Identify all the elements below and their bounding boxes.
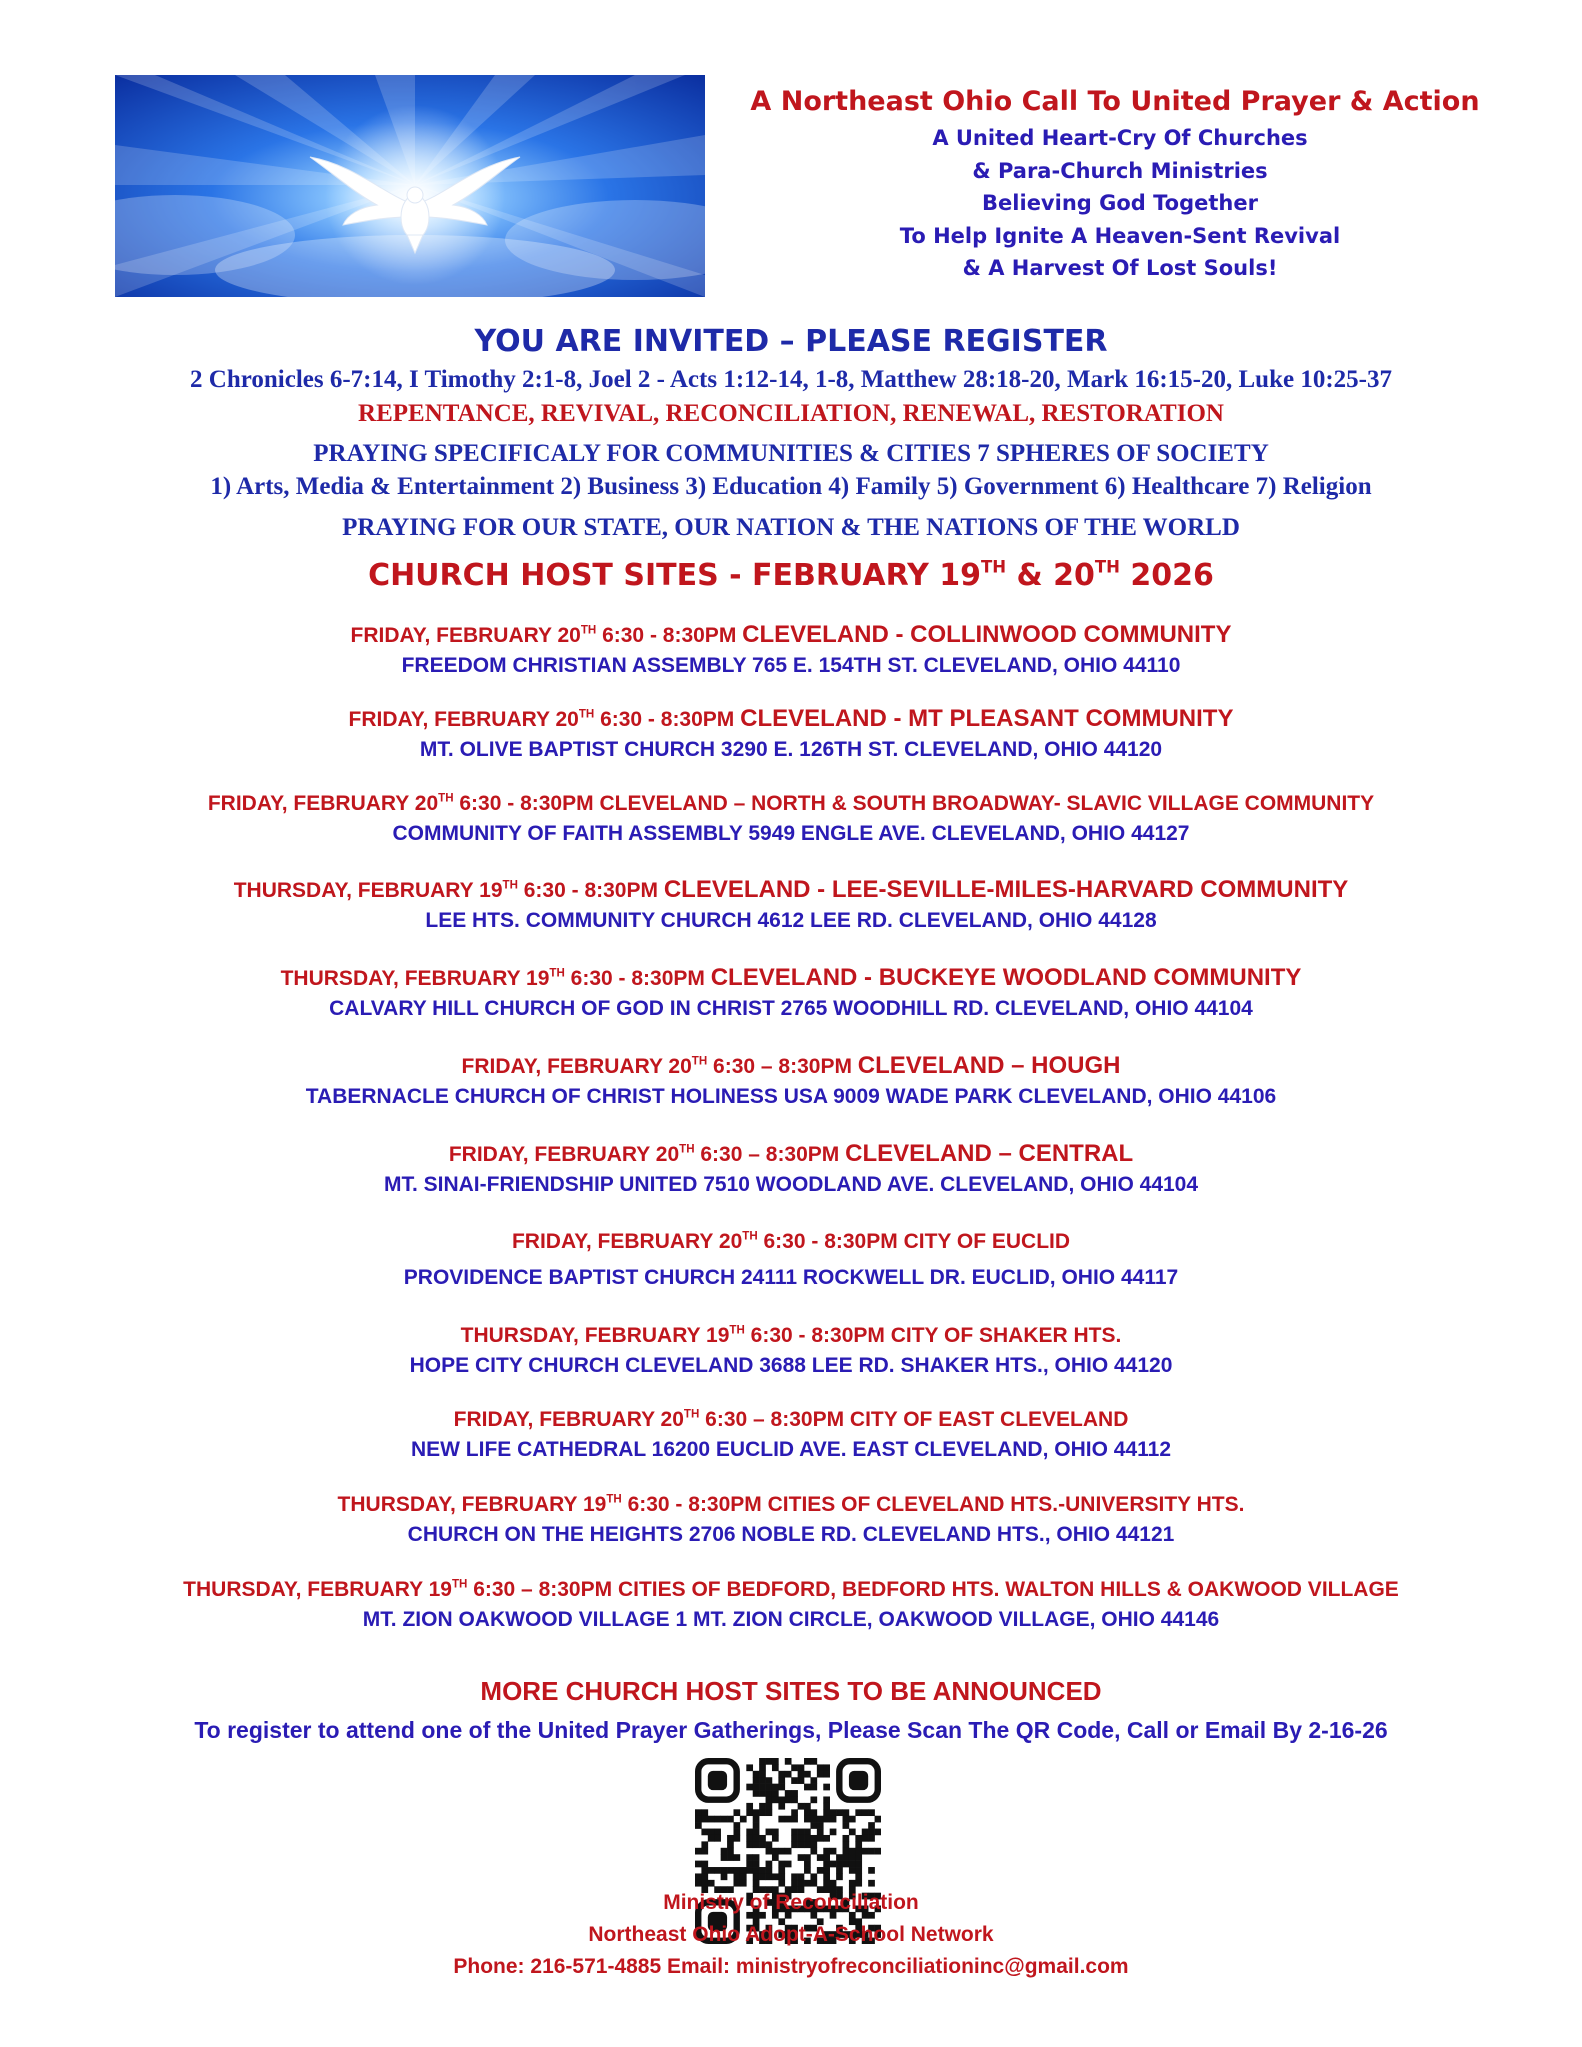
contact-info: Phone: 216-571-4885 Email: ministryofreconciliationinc@gmail.com xyxy=(453,1955,1129,1978)
host-heading-sup: TH xyxy=(981,557,1007,577)
site-day-sup: TH xyxy=(742,1230,758,1243)
site-address: CALVARY HILL CHURCH OF GOD IN CHRIST 2765 WOODHILL RD. CLEVELAND, OHIO 44104 xyxy=(329,997,1253,1020)
site-community: CLEVELAND - COLLINWOOD COMMUNITY xyxy=(742,621,1232,648)
host-heading-sup: TH xyxy=(1094,557,1120,577)
site-community: CLEVELAND - BUCKEYE WOODLAND COMMUNITY xyxy=(710,964,1302,991)
host-site xyxy=(0,875,1582,936)
host-site xyxy=(0,1404,1582,1465)
site-address: HOPE CITY CHURCH CLEVELAND 3688 LEE RD. SHAKER HTS., OHIO 44120 xyxy=(409,1354,1173,1377)
host-site xyxy=(0,1574,1582,1635)
site-day-sup: TH xyxy=(578,708,595,721)
site-day: THURSDAY, FEBRUARY 19 xyxy=(337,1493,607,1516)
host-site xyxy=(0,789,1582,849)
site-schedule xyxy=(0,875,1582,906)
host-site xyxy=(0,1320,1582,1381)
state-nation-line: PRAYING FOR OUR STATE, OUR NATION & THE NATIONS OF THE WORLD xyxy=(342,514,1240,541)
site-day-sup: TH xyxy=(729,1324,745,1337)
site-day: FRIDAY, FEBRUARY 20 xyxy=(461,1055,692,1078)
site-time: 6:30 – 8:30PM xyxy=(694,1143,846,1166)
tagline-line: To Help Ignite A Heaven-Sent Revival xyxy=(899,223,1341,248)
site-community: CLEVELAND – HOUGH xyxy=(857,1052,1121,1079)
qr-finder-pattern xyxy=(698,1761,736,1799)
more-sites-announcement: MORE CHURCH HOST SITES TO BE ANNOUNCED xyxy=(480,1676,1102,1706)
site-schedule xyxy=(0,789,1582,819)
scripture-references: 2 Chronicles 6-7:14, I Timothy 2:1-8, Joel 2 - Acts 1:12-14, 1-8, Matthew 28:18-20, Mark 16:15-20, Luke 10:25-37 xyxy=(190,366,1392,393)
site-schedule xyxy=(0,620,1582,651)
site-schedule xyxy=(0,1404,1582,1435)
network-name: Northeast Ohio Adopt-A-School Network xyxy=(588,1923,994,1946)
site-time: 6:30 - 8:30PM xyxy=(596,624,743,647)
site-time: 6:30 - 8:30PM CITY OF SHAKER HTS. xyxy=(744,1324,1122,1347)
host-site xyxy=(0,1226,1582,1293)
invite-heading: YOU ARE INVITED – PLEASE REGISTER xyxy=(474,324,1108,359)
dove-illustration xyxy=(115,75,705,297)
footer xyxy=(0,1887,1582,1983)
site-day-sup: TH xyxy=(683,1408,700,1421)
host-site xyxy=(0,1489,1582,1550)
site-community: CLEVELAND - LEE-SEVILLE-MILES-HARVARD COMMUNITY xyxy=(663,876,1349,903)
host-site xyxy=(0,1139,1582,1200)
site-address: TABERNACLE CHURCH OF CHRIST HOLINESS USA 9009 WADE PARK CLEVELAND, OHIO 44106 xyxy=(305,1085,1277,1108)
host-site xyxy=(0,1051,1582,1112)
site-schedule xyxy=(0,1489,1582,1520)
site-time: 6:30 – 8:30PM CITIES OF BEDFORD, BEDFORD HTS. WALTON HILLS & OAKWOOD VILLAGE xyxy=(467,1578,1399,1601)
site-day: FRIDAY, FEBRUARY 20 xyxy=(207,792,439,815)
site-day: THURSDAY, FEBRUARY 19 xyxy=(280,967,550,990)
site-day: FRIDAY, FEBRUARY 20 xyxy=(448,1143,680,1166)
site-schedule xyxy=(0,963,1582,994)
site-address: MT. ZION OAKWOOD VILLAGE 1 MT. ZION CIRCLE, OAKWOOD VILLAGE, OHIO 44146 xyxy=(362,1608,1220,1631)
site-day-sup: TH xyxy=(451,1578,468,1591)
site-address: NEW LIFE CATHEDRAL 16200 EUCLID AVE. EAST CLEVELAND, OHIO 44112 xyxy=(410,1438,1172,1461)
site-day: FRIDAY, FEBRUARY 20 xyxy=(348,708,579,731)
host-site xyxy=(0,704,1582,765)
tagline-line: A United Heart-Cry Of Churches xyxy=(932,126,1308,150)
themes-line: REPENTANCE, REVIVAL, RECONCILIATION, RENEWAL, RESTORATION xyxy=(358,400,1224,427)
site-time: 6:30 - 8:30PM CITIES OF CLEVELAND HTS.-UNIVERSITY HTS. xyxy=(621,1493,1245,1516)
site-time: 6:30 - 8:30PM xyxy=(453,792,600,815)
header-title: A Northeast Ohio Call To United Prayer & Action xyxy=(750,86,1480,117)
site-schedule xyxy=(0,1226,1582,1257)
site-day: THURSDAY, FEBRUARY 19 xyxy=(233,879,503,902)
site-day-sup: TH xyxy=(438,792,454,805)
site-schedule xyxy=(0,1051,1582,1082)
spheres-heading: PRAYING SPECIFICALY FOR COMMUNITIES & CITIES 7 SPHERES OF SOCIETY xyxy=(313,440,1269,467)
site-day-sup: TH xyxy=(606,1493,622,1506)
site-time: 6:30 - 8:30PM CITY OF EUCLID xyxy=(757,1230,1071,1253)
site-day-sup: TH xyxy=(502,879,518,892)
site-community: CLEVELAND – CENTRAL xyxy=(845,1140,1134,1167)
host-site xyxy=(0,963,1582,1024)
host-heading-mid: & 20 xyxy=(1006,558,1095,593)
site-community: CLEVELAND – NORTH & SOUTH BROADWAY- SLAVIC VILLAGE COMMUNITY xyxy=(599,792,1375,815)
site-day: THURSDAY, FEBRUARY 19 xyxy=(183,1578,452,1601)
site-address: PROVIDENCE BAPTIST CHURCH 24111 ROCKWELL DR. EUCLID, OHIO 44117 xyxy=(403,1266,1179,1289)
site-time: 6:30 – 8:30PM xyxy=(707,1055,858,1078)
site-time: 6:30 – 8:30PM CITY OF EAST CLEVELAND xyxy=(699,1408,1129,1431)
site-schedule xyxy=(0,1139,1582,1170)
site-address: MT. SINAI-FRIENDSHIP UNITED 7510 WOODLAND AVE. CLEVELAND, OHIO 44104 xyxy=(383,1173,1199,1196)
site-address: MT. OLIVE BAPTIST CHURCH 3290 E. 126TH ST. CLEVELAND, OHIO 44120 xyxy=(419,738,1163,761)
site-time: 6:30 - 8:30PM xyxy=(594,708,741,731)
tagline-line: Believing God Together xyxy=(982,191,1258,215)
site-day-sup: TH xyxy=(691,1055,708,1068)
site-address: COMMUNITY OF FAITH ASSEMBLY 5949 ENGLE AVE. CLEVELAND, OHIO 44127 xyxy=(392,822,1190,845)
site-schedule xyxy=(0,704,1582,735)
register-instructions: To register to attend one of the United Prayer Gatherings, Please Scan The QR Code, Call or Email By 2-16-26 xyxy=(194,1717,1388,1743)
site-schedule xyxy=(0,1320,1582,1351)
org-name: Ministry of Reconciliation xyxy=(663,1891,919,1914)
site-address: LEE HTS. COMMUNITY CHURCH 4612 LEE RD. CLEVELAND, OHIO 44128 xyxy=(425,909,1157,932)
site-address: FREEDOM CHRISTIAN ASSEMBLY 765 E. 154TH ST. CLEVELAND, OHIO 44110 xyxy=(401,654,1181,677)
site-address: CHURCH ON THE HEIGHTS 2706 NOBLE RD. CLEVELAND HTS., OHIO 44121 xyxy=(407,1523,1175,1546)
host-site xyxy=(0,620,1582,681)
site-day: FRIDAY, FEBRUARY 20 xyxy=(511,1230,743,1253)
header-block xyxy=(720,82,1510,285)
site-day: FRIDAY, FEBRUARY 20 xyxy=(453,1408,684,1431)
host-sites-heading xyxy=(0,555,1582,597)
site-day-sup: TH xyxy=(549,967,565,980)
site-day-sup: TH xyxy=(679,1143,695,1156)
tagline-line: & A Harvest Of Lost Souls! xyxy=(962,256,1278,280)
site-day-sup: TH xyxy=(580,624,597,637)
site-time: 6:30 - 8:30PM xyxy=(517,879,664,902)
qr-finder-pattern xyxy=(839,1761,877,1799)
host-heading-prefix: CHURCH HOST SITES - FEBRUARY 19 xyxy=(368,558,981,593)
site-schedule xyxy=(0,1574,1582,1605)
dove-hero-image xyxy=(115,75,705,297)
host-heading-suffix: 2026 xyxy=(1119,558,1214,593)
site-day: THURSDAY, FEBRUARY 19 xyxy=(460,1324,730,1347)
site-community: CLEVELAND - MT PLEASANT COMMUNITY xyxy=(740,705,1234,732)
site-day: FRIDAY, FEBRUARY 20 xyxy=(350,624,581,647)
site-time: 6:30 - 8:30PM xyxy=(564,967,711,990)
tagline-line: & Para-Church Ministries xyxy=(972,158,1268,183)
spheres-list: 1) Arts, Media & Entertainment 2) Business 3) Education 4) Family 5) Government 6) Healthcare 7) Religion xyxy=(210,473,1372,500)
